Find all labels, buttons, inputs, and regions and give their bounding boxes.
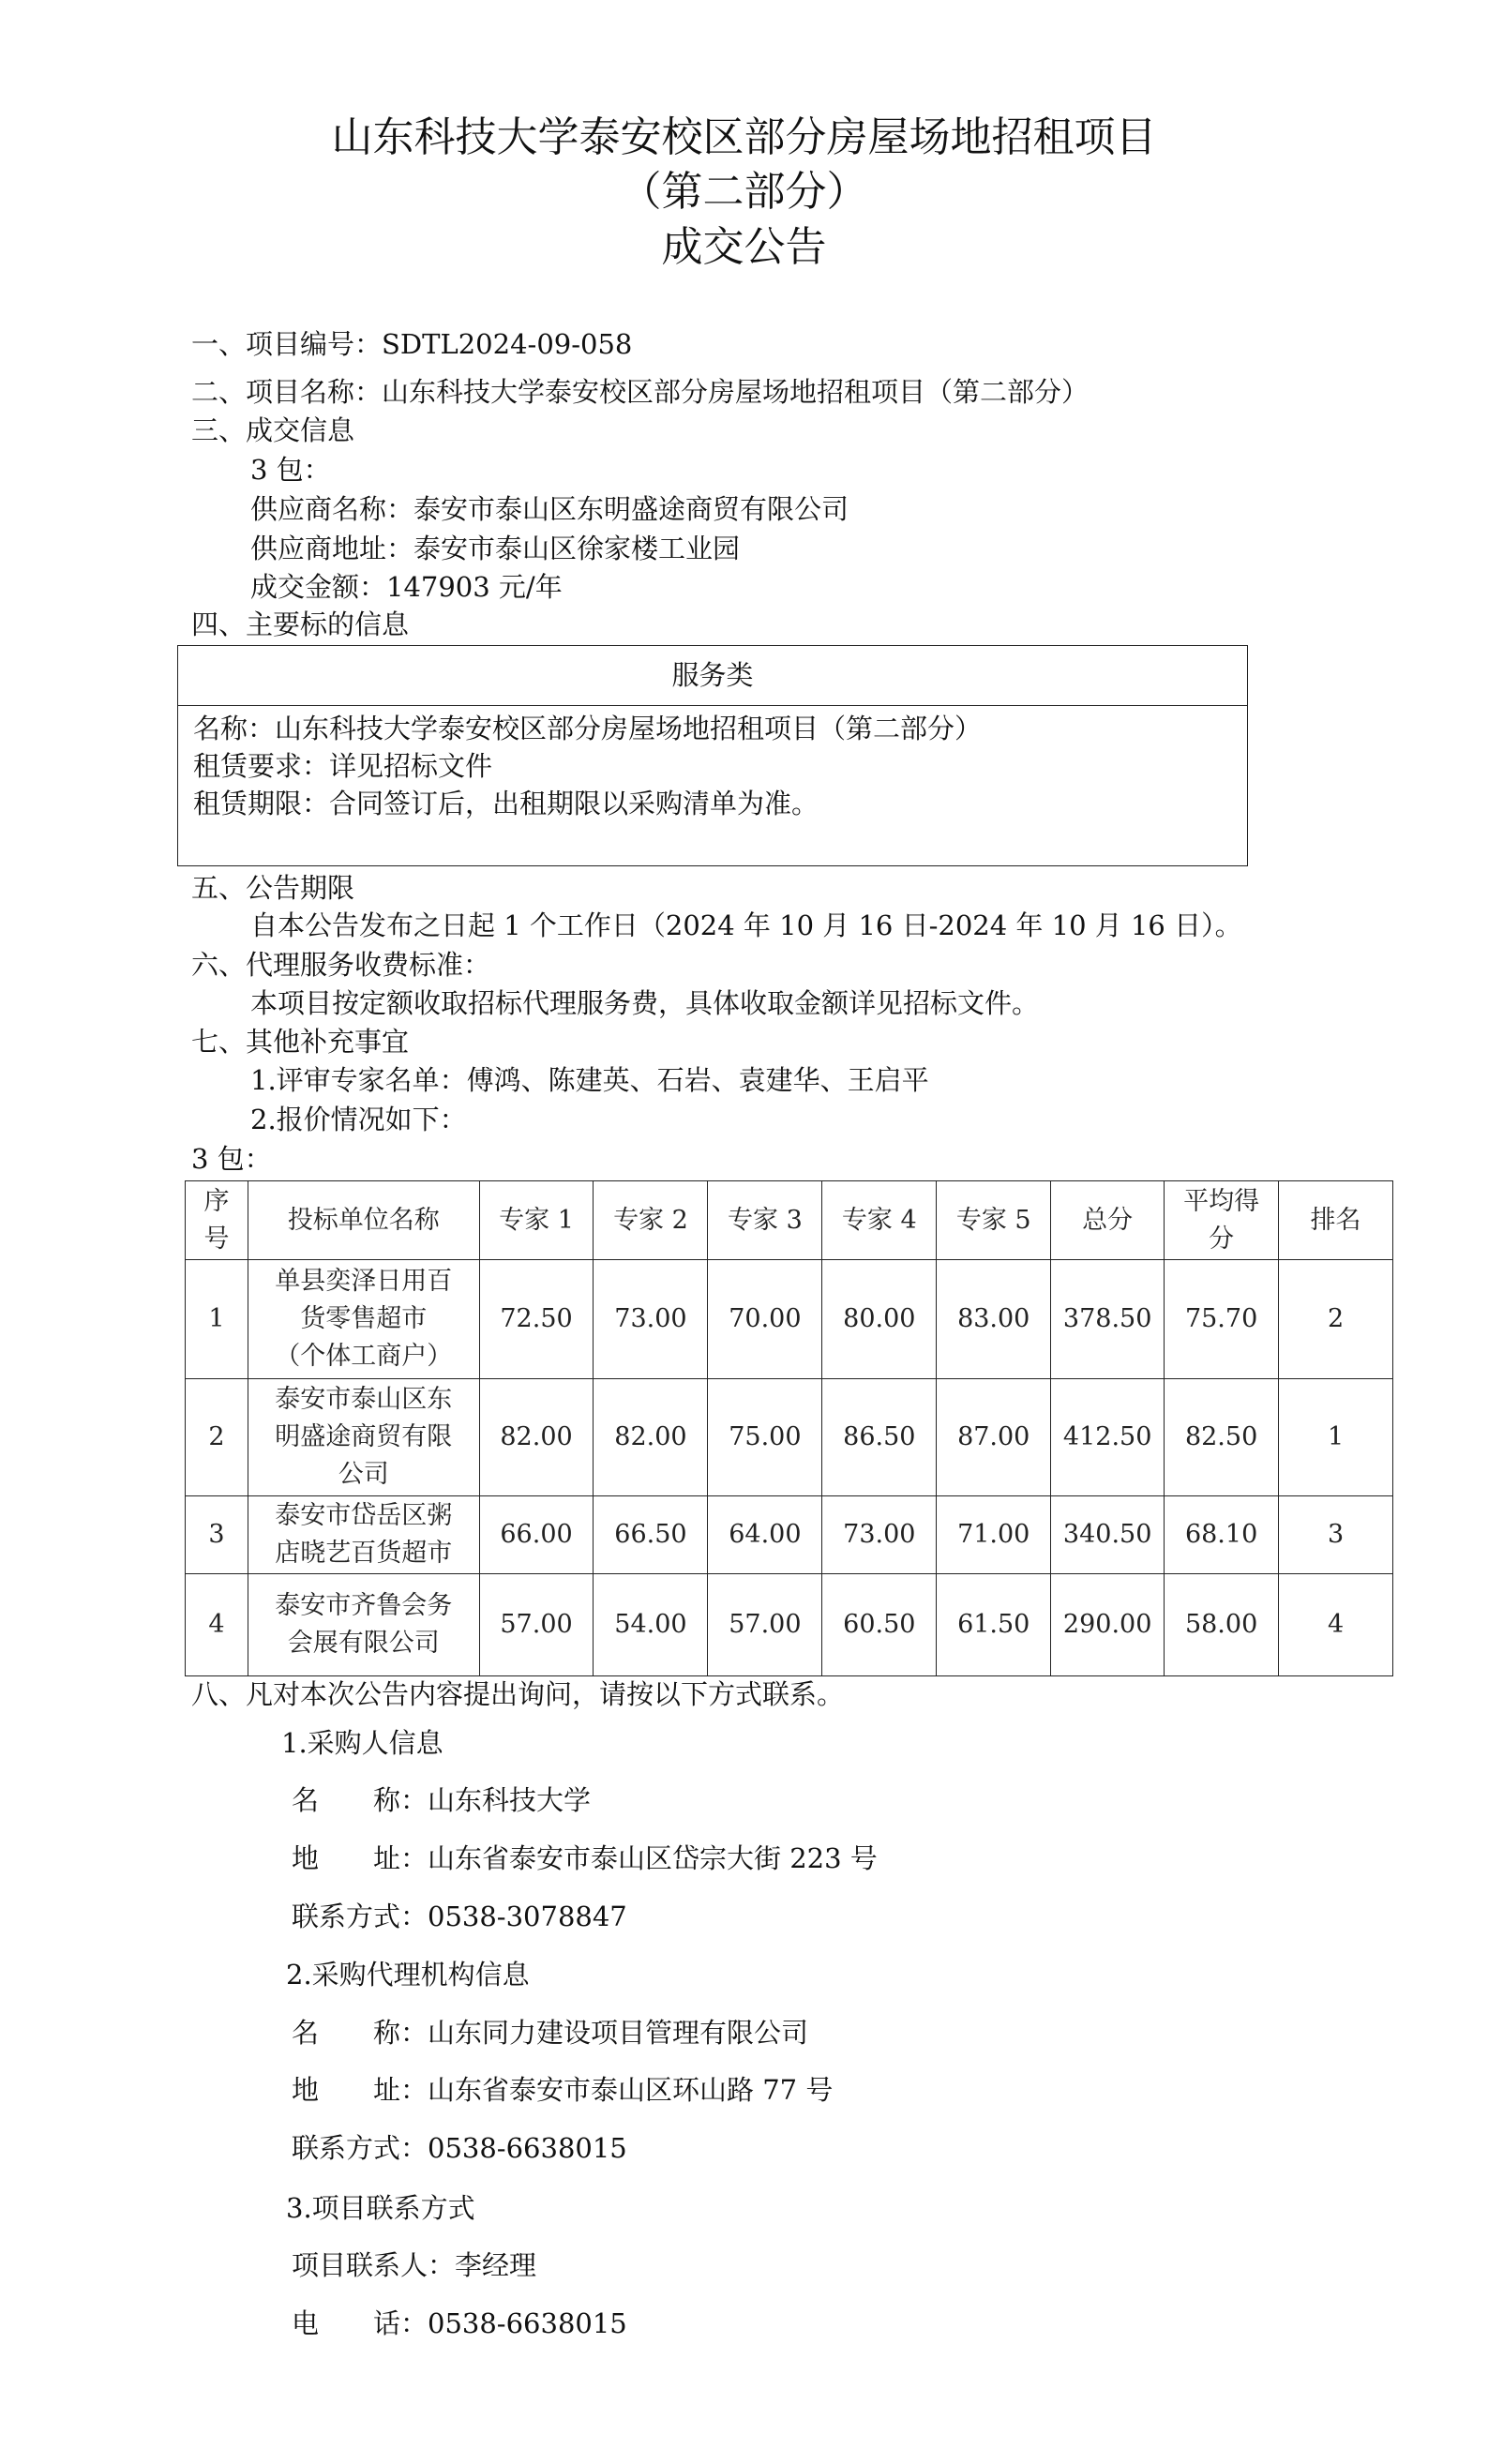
table-cell: 73.00 — [594, 1260, 708, 1379]
contact-heading: 八、凡对本次公告内容提出询问，请按以下方式联系。 — [191, 1678, 845, 1710]
table-cell: 86.50 — [822, 1379, 937, 1496]
table-cell: 82.00 — [479, 1379, 594, 1496]
table-cell: 72.50 — [479, 1260, 594, 1379]
table-cell: 泰安市泰山区东 明盛途商贸有限 公司 — [248, 1379, 479, 1496]
table-cell: 71.00 — [937, 1496, 1051, 1574]
table-cell: 290.00 — [1051, 1574, 1165, 1676]
fee-heading: 六、代理服务收费标准： — [191, 949, 491, 981]
project-name: 二、项目名称：山东科技大学泰安校区部分房屋场地招租项目（第二部分） — [191, 376, 1090, 408]
table-cell: 82.00 — [594, 1379, 708, 1496]
header-cell: 专家 5 — [937, 1181, 1051, 1260]
table-row — [186, 1574, 1393, 1676]
title-line-1: 山东科技大学泰安校区部分房屋场地招租项目 — [331, 113, 1157, 161]
table-cell: 340.50 — [1051, 1496, 1165, 1574]
header-cell: 专家 2 — [594, 1181, 708, 1260]
table-cell: 73.00 — [822, 1496, 937, 1574]
fee-text: 本项目按定额收取招标代理服务费，具体收取金额详见招标文件。 — [250, 987, 1040, 1019]
agent-heading: 2.采购代理机构信息 — [286, 1959, 530, 1991]
header-cell: 专家 1 — [479, 1181, 594, 1260]
table-cell: 412.50 — [1051, 1379, 1165, 1496]
buyer-address: 地 址：山东省泰安市泰山区岱宗大街 223 号 — [292, 1842, 878, 1874]
table-cell: 57.00 — [708, 1574, 822, 1676]
table-cell: 87.00 — [937, 1379, 1051, 1496]
agent-name: 名 称：山东同力建设项目管理有限公司 — [292, 2017, 809, 2049]
lease-term: 租赁期限：合同签订后，出租期限以采购清单为准。 — [193, 788, 819, 819]
table-cell: 75.00 — [708, 1379, 822, 1496]
header-cell: 投标单位名称 — [248, 1181, 479, 1260]
table-cell: 83.00 — [937, 1260, 1051, 1379]
quotes-label: 2.报价情况如下： — [250, 1104, 467, 1135]
notice-period-text: 自本公告发布之日起 1 个工作日（2024 年 10 月 16 日-2024 年 10 月 16 日）。 — [250, 909, 1242, 941]
buyer-heading: 1.采购人信息 — [281, 1727, 443, 1759]
table-cell: 61.50 — [937, 1574, 1051, 1676]
table-cell: 1 — [1279, 1379, 1393, 1496]
supplier-name: 供应商名称：泰安市泰山区东明盛途商贸有限公司 — [250, 493, 849, 525]
table-package-label: 3 包： — [191, 1143, 272, 1175]
notice-period-heading: 五、公告期限 — [191, 872, 355, 904]
header-cell: 总分 — [1051, 1181, 1165, 1260]
deal-amount: 成交金额：147903 元/年 — [250, 571, 563, 603]
supplier-address: 供应商地址：泰安市泰山区徐家楼工业园 — [250, 533, 741, 564]
header-cell: 序 号 — [186, 1181, 248, 1260]
table-cell: 80.00 — [822, 1260, 937, 1379]
header-cell: 平均得 分 — [1165, 1181, 1279, 1260]
table-header-row — [186, 1181, 1393, 1260]
subject-name: 名称：山东科技大学泰安校区部分房屋场地招租项目（第二部分） — [193, 713, 983, 744]
table-cell: 66.00 — [479, 1496, 594, 1574]
table-cell: 54.00 — [594, 1574, 708, 1676]
title-line-3: 成交公告 — [661, 223, 827, 271]
project-number: 一、项目编号：SDTL2024-09-058 — [191, 328, 633, 360]
table-cell: 64.00 — [708, 1496, 822, 1574]
project-contact-person: 项目联系人：李经理 — [292, 2249, 537, 2281]
table-cell: 1 — [186, 1260, 248, 1379]
table-cell: 60.50 — [822, 1574, 937, 1676]
expert-list: 1.评审专家名单：傅鸿、陈建英、石岩、袁建华、王启平 — [250, 1064, 929, 1096]
table-cell: 378.50 — [1051, 1260, 1165, 1379]
project-contact-phone: 电 话：0538-6638015 — [292, 2307, 627, 2339]
buyer-name: 名 称：山东科技大学 — [292, 1784, 592, 1816]
header-cell: 专家 4 — [822, 1181, 937, 1260]
table-cell: 3 — [186, 1496, 248, 1574]
header-cell: 专家 3 — [708, 1181, 822, 1260]
table-row — [186, 1260, 1393, 1379]
table-cell: 4 — [186, 1574, 248, 1676]
subject-info-box — [177, 645, 1248, 866]
table-cell: 2 — [1279, 1260, 1393, 1379]
table-cell: 75.70 — [1165, 1260, 1279, 1379]
table-cell: 70.00 — [708, 1260, 822, 1379]
buyer-contact: 联系方式：0538-3078847 — [292, 1901, 627, 1932]
score-table — [185, 1180, 1393, 1676]
table-cell: 82.50 — [1165, 1379, 1279, 1496]
table-cell: 单县奕泽日用百 货零售超市 （个体工商户） — [248, 1260, 479, 1379]
table-row — [186, 1496, 1393, 1574]
lease-requirement: 租赁要求：详见招标文件 — [193, 750, 493, 782]
other-heading: 七、其他补充事宜 — [191, 1026, 410, 1058]
deal-info-heading: 三、成交信息 — [191, 414, 355, 446]
agent-address: 地 址：山东省泰安市泰山区环山路 77 号 — [292, 2074, 834, 2106]
title-line-2: （第二部分） — [620, 168, 868, 216]
table-cell: 泰安市岱岳区粥 店晓艺百货超市 — [248, 1496, 479, 1574]
project-contact-heading: 3.项目联系方式 — [286, 2192, 475, 2224]
table-cell: 2 — [186, 1379, 248, 1496]
table-cell: 4 — [1279, 1574, 1393, 1676]
subject-info-heading: 四、主要标的信息 — [191, 608, 410, 640]
table-cell: 57.00 — [479, 1574, 594, 1676]
table-cell: 68.10 — [1165, 1496, 1279, 1574]
table-cell: 58.00 — [1165, 1574, 1279, 1676]
table-cell: 66.50 — [594, 1496, 708, 1574]
agent-contact: 联系方式：0538-6638015 — [292, 2132, 627, 2164]
table-cell: 泰安市齐鲁会务 会展有限公司 — [248, 1574, 479, 1676]
table-row — [186, 1379, 1393, 1496]
subject-category: 服务类 — [178, 646, 1247, 706]
package-label: 3 包： — [250, 454, 331, 486]
table-cell: 3 — [1279, 1496, 1393, 1574]
header-cell: 排名 — [1279, 1181, 1393, 1260]
